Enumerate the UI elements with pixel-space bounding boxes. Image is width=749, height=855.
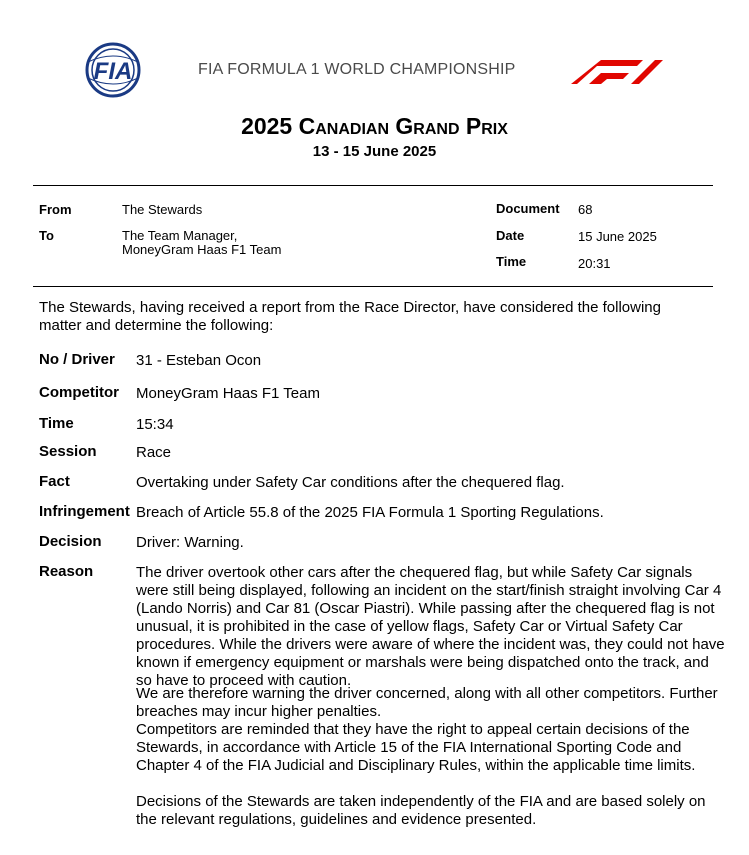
decision-label: Decision xyxy=(39,533,102,550)
f1-logo xyxy=(571,56,667,84)
time-field-value: 15:34 xyxy=(136,416,174,433)
time-value: 20:31 xyxy=(578,256,611,271)
from-label: From xyxy=(39,202,72,217)
to-value-line1: The Team Manager, xyxy=(122,228,238,243)
session-value: Race xyxy=(136,444,172,461)
driver-label: No / Driver xyxy=(39,351,115,368)
reason-label: Reason xyxy=(39,563,94,580)
intro-text: The Stewards, having received a report from the Race Director, have considered the following matter and determine the following: xyxy=(39,299,661,334)
championship-title: FIA FORMULA 1 WORLD CHAMPIONSHIP xyxy=(198,61,516,78)
divider-bottom xyxy=(33,286,713,287)
reason-paragraph: The driver overtook other cars after the chequered flag, but while Safety Car signals were still being displayed, following an incident on the start/finish straight involving Car 4 (Lando Norris) and Car 81 (Oscar Piastri). While passing after the chequered flag is not unusual, it is prohibited in the case of yellow flags, Safety Car or Virtual Safety Car procedures. While the drivers were aware of where the incident was, they could not have known if emergency equipment or marshals were being dispatched onto the track, and so have to proceed with caution. xyxy=(136,564,725,689)
divider-top xyxy=(33,185,713,186)
event-dates: 13 - 15 June 2025 xyxy=(312,143,437,160)
appeal-paragraph: Competitors are reminded that they have the right to appeal certain decisions of the Stewards, in accordance with Article 15 of the FIA International Sporting Code and Chapter 4 of the FIA Judicial and Disciplinary Rules, within the applicable time limits. xyxy=(136,721,696,774)
competitor-value: MoneyGram Haas F1 Team xyxy=(136,385,320,402)
competitor-label: Competitor xyxy=(39,384,119,401)
event-title-name: Canadian Grand Prix xyxy=(298,113,508,139)
to-label: To xyxy=(39,228,54,243)
warning-paragraph: We are therefore warning the driver concerned, along with all other competitors. Further breaches may incur higher penalties. xyxy=(136,685,718,720)
to-value-line2: MoneyGram Haas F1 Team xyxy=(122,242,282,257)
infringement-label: Infringement xyxy=(39,503,130,520)
fact-value: Overtaking under Safety Car conditions after the chequered flag. xyxy=(136,474,565,491)
fia-logo-text: FIA xyxy=(93,58,133,85)
from-value: The Stewards xyxy=(122,202,203,217)
document-value: 68 xyxy=(578,202,593,217)
session-label: Session xyxy=(39,443,97,460)
independence-paragraph: Decisions of the Stewards are taken independently of the FIA and are based solely on the relevant regulations, guidelines and evidence presented. xyxy=(136,793,706,828)
time-label: Time xyxy=(496,254,527,269)
fact-label: Fact xyxy=(39,473,70,490)
decision-value: Driver: Warning. xyxy=(136,534,244,551)
event-title xyxy=(0,113,749,140)
date-label: Date xyxy=(496,228,525,243)
fia-logo xyxy=(80,42,146,98)
infringement-value: Breach of Article 55.8 of the 2025 FIA Formula 1 Sporting Regulations. xyxy=(136,504,604,521)
time-field-label: Time xyxy=(39,415,74,432)
driver-value: 31 - Esteban Ocon xyxy=(136,352,262,369)
event-title-year: 2025 xyxy=(241,113,293,139)
document-label: Document xyxy=(496,201,560,216)
date-value: 15 June 2025 xyxy=(578,229,657,244)
document-header xyxy=(0,0,749,110)
